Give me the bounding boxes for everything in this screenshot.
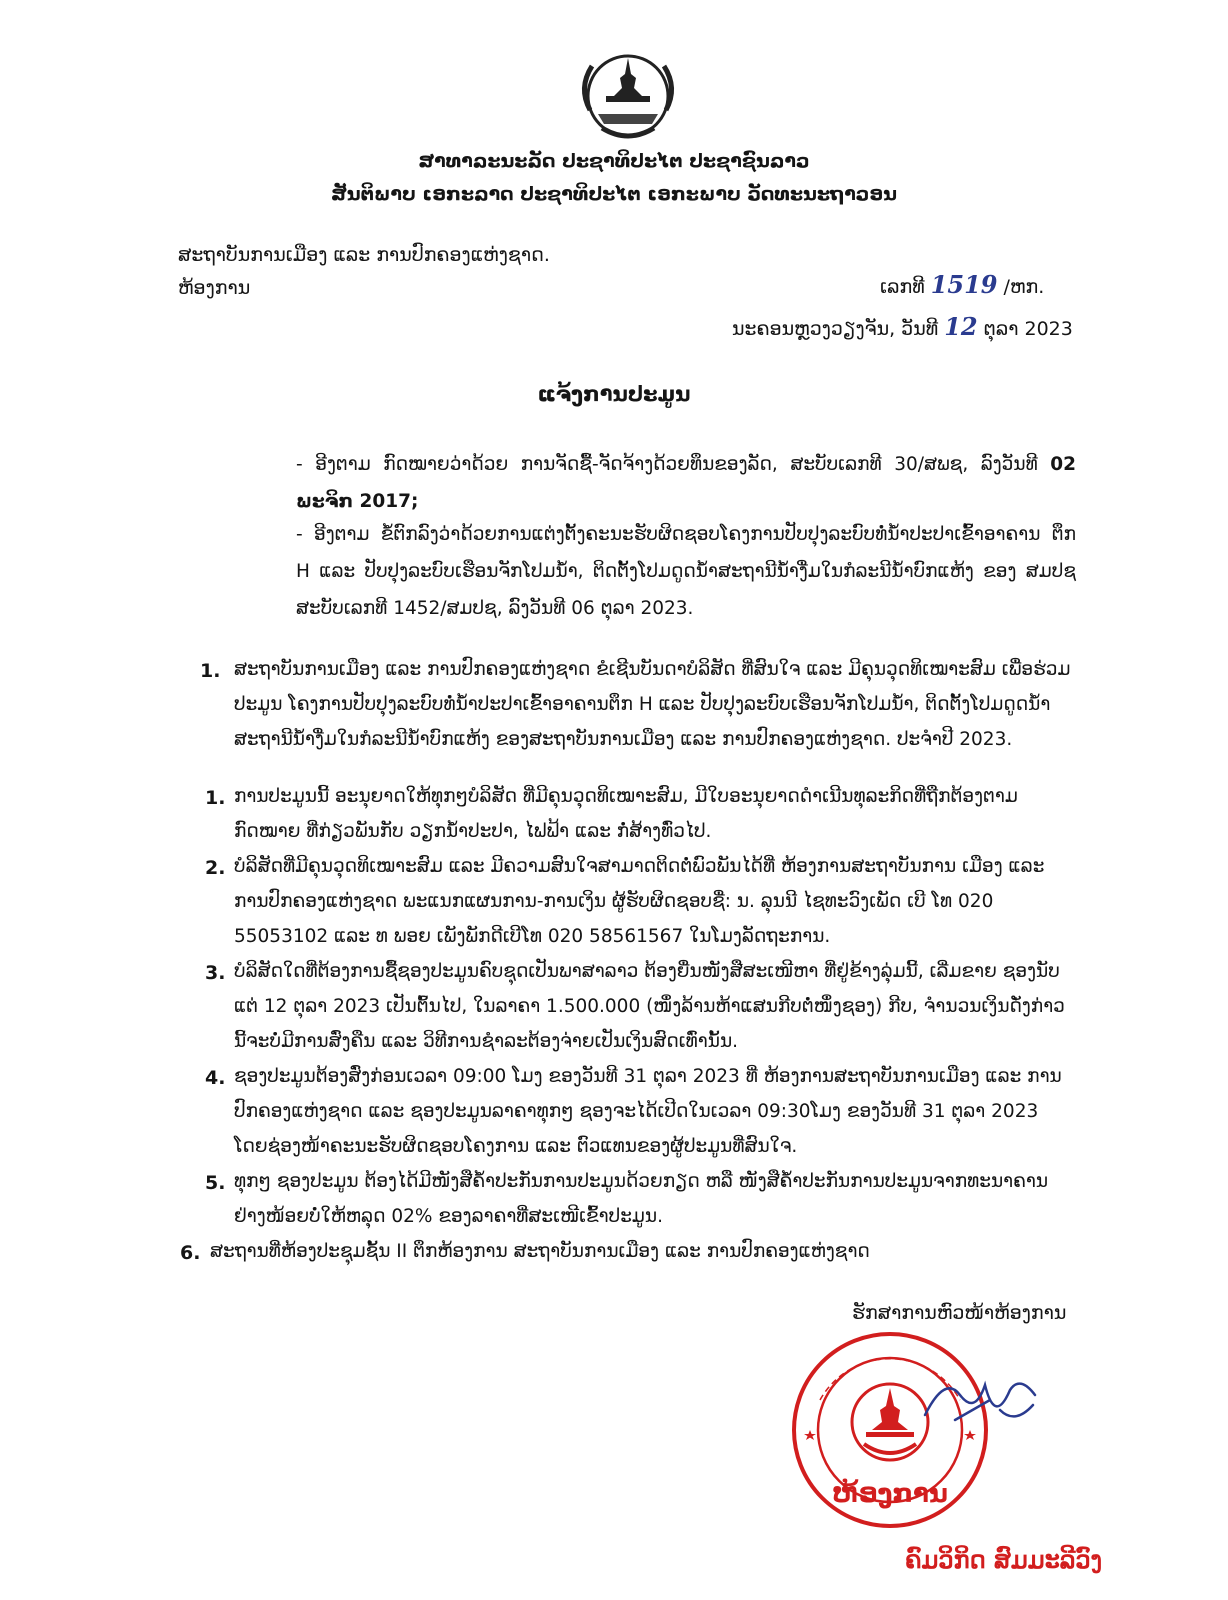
list-item-number: 3. bbox=[205, 962, 226, 984]
reference-date-day-handwritten: 12 bbox=[944, 312, 978, 341]
list-item-number: 5. bbox=[205, 1172, 226, 1194]
list-item-number: 2. bbox=[205, 857, 226, 879]
reference-number-suffix: /ຫກ. bbox=[1003, 276, 1045, 298]
stamp-label: ຫ້ອງການ bbox=[832, 1479, 948, 1509]
list-item-number: 4. bbox=[205, 1067, 226, 1089]
list-item-text: ບໍລິສັດໃດທີ່ຕ້ອງການຊື້ຊອງປະມູນຄົບຊຸດເປັນພາສາລາວ ຕ້ອງຍື່ນໜັງສືສະເໜີຫາ ທີ່ຢູ່ຂ້າງລຸ່ມນີ້, ເລີ່ມຂາຍ ຊອງນັບແຕ່ 12 ຕຸລາ 2023 ເປັນຕົ້ນໄປ, ໃນລາຄາ 1.500.000 (ໜຶ່ງລ້ານຫ້າແສນກີບຕໍ່ໜຶ່ງຊອງ) ກີບ, ຈໍານວນເງິນດັ່ງກ່າວນີ້ຈະບໍ່ມີການສົ່ງຄືນ ແລະ ວິທີການຊໍາລະຕ້ອງຈ່າຍເປັນເງິນສົດເທົ່ານັ້ນ. bbox=[234, 961, 1065, 1052]
national-header-line1: ສາທາລະນະລັດ ປະຊາທິປະໄຕ ປະຊາຊົນລາວ bbox=[418, 150, 810, 172]
list-item-text: ບໍລິສັດທີ່ມີຄຸນວຸດທິເໝາະສົມ ແລະ ມີຄວາມສົນໃຈສາມາດຕິດຕໍ່ພົວພັນໄດ້ທີ່ ຫ້ອງການສະຖາບັນການ ເມືອງ ແລະ ການປົກຄອງແຫ່ງຊາດ ພະແນກແຜນການ-ການເງິນ ຜູ້ຮັບຜິດຊອບຊື່: ນ. ລຸນນີ ໄຊທະວົງເພັດ ເບີ ໂທ 020 55053102 ແລະ ທ ພອຍ ເພັງພັກດີເບີໂທ 020 58561567 ໃນໂມງລັດຖະການ. bbox=[234, 856, 1045, 947]
list-item-text: ສະຖານທີ່ຫ້ອງປະຊຸມຊັ້ນ II ຕຶກຫ້ອງການ ສະຖາບັນການເມືອງ ແລະ ການປົກຄອງແຫ່ງຊາດ bbox=[210, 1241, 870, 1262]
reference-number-prefix: ເລກທີ bbox=[880, 276, 925, 298]
sender-institute: ສະຖາບັນການເມືອງ ແລະ ການປົກຄອງແຫ່ງຊາດ. bbox=[178, 244, 550, 266]
list-item-text: ການປະມູນນີ້ ອະນຸຍາດໃຫ້ທຸກໆບໍລິສັດ ທີ່ມີຄຸນວຸດທິເໝາະສົມ, ມີໃບອະນຸຍາດດໍາເນີນທຸລະກິດທີ່ຖືກຕ້ອງຕາມກົດໝາຍ ທີ່ກ່ຽວພັນກັບ ວຽກນໍ້າປະປາ, ໄຟຟ້າ ແລະ ກໍ່ສ້າງທົ່ວໄປ. bbox=[234, 786, 1018, 842]
legal-reference-2 bbox=[296, 516, 1076, 627]
signature-title: ຮັກສາການຫົວໜ້າຫ້ອງການ bbox=[852, 1302, 1067, 1324]
reference-dash: - bbox=[296, 524, 303, 545]
reference-number-handwritten: 1519 bbox=[930, 270, 998, 299]
reference-date-suffix: ຕຸລາ 2023 bbox=[983, 318, 1073, 340]
reference-number bbox=[880, 270, 1044, 299]
list-item-text: ຊອງປະມູນຕ້ອງສົ່ງກ່ອນເວລາ 09:00 ໂມງ ຂອງວັນທີ 31 ຕຸລາ 2023 ທີ່ ຫ້ອງການສະຖາບັນການເມືອງ ແລະ ການປົກຄອງແຫ່ງຊາດ ແລະ ຊອງປະມູນລາຄາທຸກໆ ຊອງຈະໄດ້ເປີດໃນເວລາ 09:30ໂມງ ຂອງວັນທີ 31 ຕຸລາ 2023 ໂດຍຊ່ອງໜ້າຄະນະຮັບຜິດຊອບໂຄງການ ແລະ ຕົວແທນຂອງຜູ້ປະມູນທີ່ສົນໃຈ. bbox=[234, 1066, 1062, 1157]
reference-date bbox=[732, 312, 1073, 341]
list-item-number: 6. bbox=[180, 1242, 201, 1264]
list-item-text: ສະຖາບັນການເມືອງ ແລະ ການປົກຄອງແຫ່ງຊາດ ຂໍເຊີນບັນດາບໍລິສັດ ທີ່ສົນໃຈ ແລະ ມີຄຸນວຸດທິເໝາະສົມ ເພື່ອຮ່ວມປະມູນ ໂຄງການປັບປຸງລະບົບທໍ່ນໍ້າປະປາເຂົ້າອາຄານຕຶກ H ແລະ ປັບປຸງລະບົບເຮືອນຈັກໂປມນໍ້າ, ຕິດຕັ້ງໂປມດູດນໍ້າສະຖານີນໍ້າງື່ມໃນກໍລະນີນໍ້າບົກແຫ້ງ ຂອງສະຖາບັນການເມືອງ ແລະ ການປົກຄອງແຫ່ງຊາດ. ປະຈໍາປີ 2023. bbox=[234, 659, 1071, 750]
reference-date-prefix: ນະຄອນຫຼວງວຽງຈັນ, ວັນທີ bbox=[732, 318, 939, 340]
reference-text: ອີງຕາມ ກົດໝາຍວ່າດ້ວຍ ການຈັດຊື້-ຈັດຈ້າງດ້ວຍທຶນຂອງລັດ, ສະບັບເລກທີ 30/ສພຊ, ລົງວັນທີ bbox=[315, 454, 1038, 475]
national-emblem-icon bbox=[568, 48, 688, 148]
handwritten-signature-icon bbox=[915, 1365, 1045, 1435]
reference-dash: - bbox=[296, 454, 303, 475]
legal-reference-1 bbox=[296, 446, 1076, 520]
list-item-number: 1. bbox=[205, 787, 226, 809]
signer-name: ຄົມວິກິດ ສົມມະລີວົງ bbox=[905, 1545, 1103, 1574]
reference-date-bold: 02 ພະຈິກ 2017; bbox=[296, 454, 1076, 512]
national-header-line2: ສັນຕິພາບ ເອກະລາດ ປະຊາທິປະໄຕ ເອກະພາບ ວັດທະນະຖາວອນ bbox=[331, 183, 897, 205]
sender-office: ຫ້ອງການ bbox=[178, 277, 251, 299]
list-item-text: ທຸກໆ ຊອງປະມູນ ຕ້ອງໄດ້ມີໜັງສືຄໍ້າປະກັນການປະມູນດ້ວຍກຽດ ຫລື ໜັງສືຄໍ້າປະກັນການປະມູນຈາກທະນາຄານ ຢ່າງໜ້ອຍບໍ່ໃຫ້ຫລຸດ 02% ຂອງລາຄາທີ່ສະເໜີເຂົ້າປະມູນ. bbox=[234, 1171, 1049, 1227]
reference-text: ອີງຕາມ ຂໍ້ຕົກລົງວ່າດ້ວຍການແຕ່ງຕັ້ງຄະນະຮັບຜິດຊອບໂຄງການປັບປຸງລະບົບທໍ່ນໍ້າປະປາເຂົ້າອາຄານ ຕຶກ H ແລະ ປັບປຸງລະບົບເຮືອນຈັກໂປມນໍ້າ, ຕິດຕັ້ງໂປມດູດນໍ້າສະຖານີນໍ້າງື່ມໃນກໍລະນີນໍ້າບົກແຫ້ງ ຂອງ ສມປຊ ສະບັບເລກທີ 1452/ສມປຊ, ລົງວັນທີ 06 ຕຸລາ 2023. bbox=[296, 524, 1076, 619]
document-title: ແຈ້ງການປະມູນ bbox=[537, 382, 691, 406]
list-item-number: 1. bbox=[200, 660, 221, 682]
